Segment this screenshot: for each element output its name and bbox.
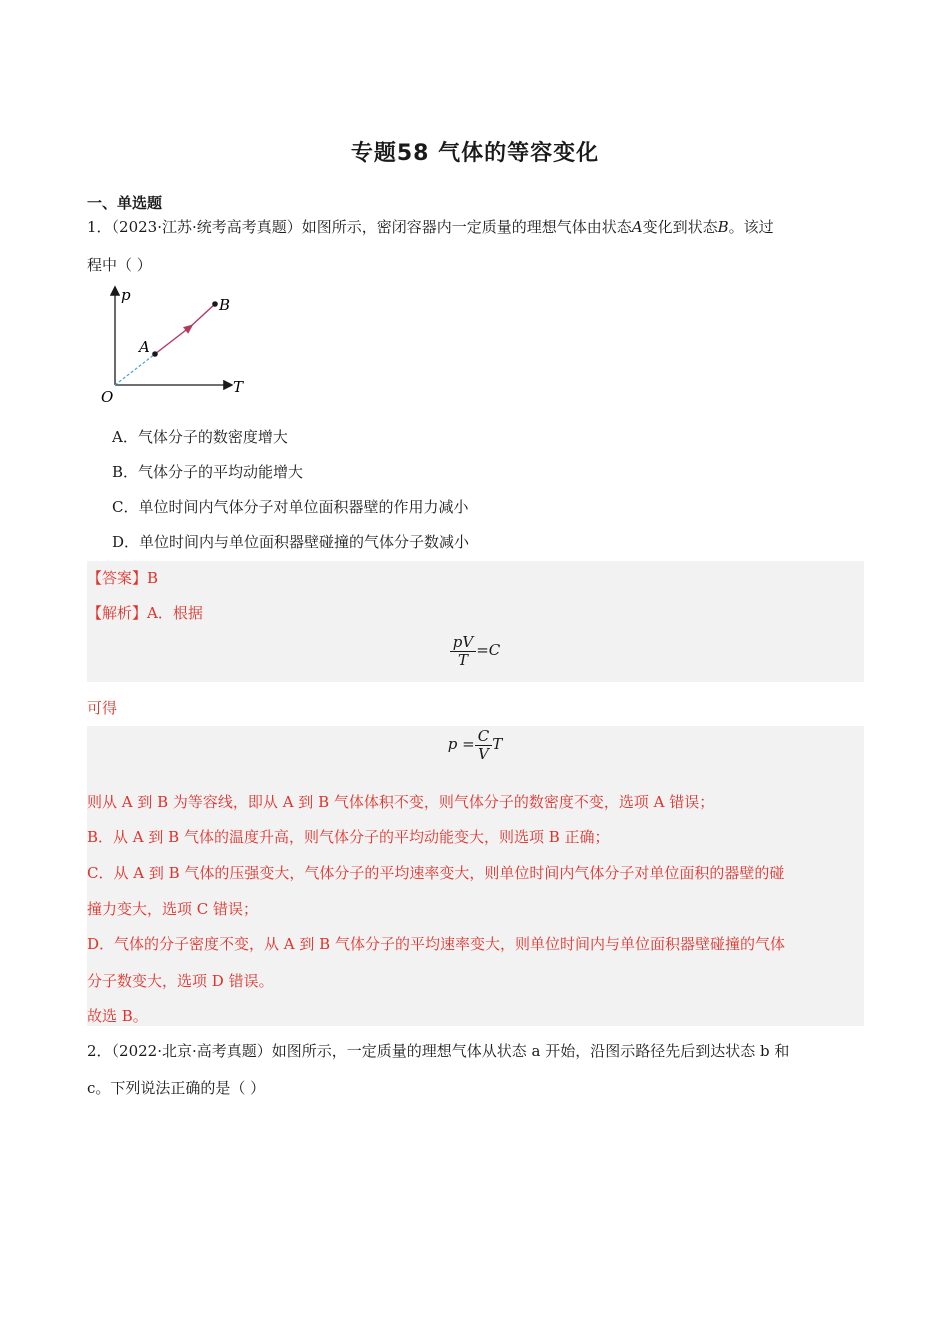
eq1-numerator: pV <box>450 634 476 652</box>
eq2-numerator: C <box>475 728 492 746</box>
analysis-text-1: 则从 A 到 B 为等容线，即从 A 到 B 气体体积不变，则气体分子的数密度不变，选项 A 错误； <box>87 793 715 811</box>
q1-number: 1． <box>87 218 112 236</box>
page-title: 专题58 气体的等容变化 <box>350 141 600 166</box>
analysis-tag: 【解析】 <box>87 604 148 622</box>
process-line <box>155 327 190 354</box>
q2-stem-line2: c。下列说法正确的是（ ） <box>87 1079 266 1097</box>
analysis-text-2: B．从 A 到 B 气体的温度升高，则气体分子的平均动能变大，则选项 B 正确； <box>87 828 610 846</box>
point-a <box>152 351 158 357</box>
option-d[interactable]: D．单位时间内与单位面积器壁碰撞的气体分子数减小 <box>112 533 470 551</box>
eq2-rhs: T <box>492 735 503 753</box>
eq2-lhs: p = <box>447 735 475 753</box>
equation-1 <box>0 634 950 668</box>
answer-tag: 【答案】 <box>87 569 148 587</box>
answer-line <box>87 567 158 588</box>
x-axis-label: T <box>233 378 244 396</box>
pt-diagram <box>95 282 255 407</box>
q1-stem-line1 <box>87 216 774 237</box>
y-axis-label: p <box>121 286 131 304</box>
q1-stem-a: 如图所示，密闭容器内一定质量的理想气体由状态 <box>301 218 632 236</box>
q1-stem-line2: 程中（ ） <box>87 256 152 274</box>
analysis-start: A．根据 <box>147 604 203 622</box>
q1-state-b: B <box>717 218 729 236</box>
option-b[interactable]: B．气体分子的平均动能增大 <box>112 463 304 481</box>
equation-2 <box>0 728 950 762</box>
analysis-text-6: 分子数变大，选项 D 错误。 <box>87 972 274 990</box>
eq1-fraction <box>450 634 476 668</box>
option-c[interactable]: C．单位时间内气体分子对单位面积器壁的作用力减小 <box>112 498 469 516</box>
analysis-line <box>87 602 203 623</box>
eq1-denominator: T <box>457 650 468 669</box>
kede-line: 可得 <box>87 699 118 717</box>
section-heading: 一、单选题 <box>87 194 163 212</box>
eq2-fraction <box>475 728 492 762</box>
q1-stem-b: 变化到状态 <box>642 218 718 236</box>
analysis-text-3: C．从 A 到 B 气体的压强变大，气体分子的平均速率变大，则单位时间内气体分子对单位面积的器壁的碰 <box>87 864 785 882</box>
analysis-text-7: 故选 B。 <box>87 1007 148 1025</box>
eq2-denominator: V <box>478 744 489 763</box>
option-a[interactable]: A．气体分子的数密度增大 <box>112 428 288 446</box>
answer-value: B <box>147 569 159 587</box>
q1-source: （2023·江苏·统考高考真题） <box>111 218 302 236</box>
origin-label: O <box>101 388 114 406</box>
dashed-extension <box>115 354 155 385</box>
point-b <box>212 301 218 307</box>
analysis-text-5: D．气体的分子密度不变，从 A 到 B 气体分子的平均速率变大，则单位时间内与单位面积器壁碰撞的气体 <box>87 935 785 953</box>
point-a-label: A <box>139 338 150 356</box>
q1-state-a: A <box>631 218 643 236</box>
q2-stem-line1: 2．（2022·北京·高考真题）如图所示，一定质量的理想气体从状态 a 开始，沿图示路径先后到达状态 b 和 <box>87 1042 790 1060</box>
process-line-2 <box>190 304 215 327</box>
eq1-rhs: =C <box>476 641 501 659</box>
analysis-text-4: 撞力变大，选项 C 错误； <box>87 900 259 918</box>
point-b-label: B <box>219 296 231 314</box>
q1-stem-c: 。该过 <box>728 218 774 236</box>
